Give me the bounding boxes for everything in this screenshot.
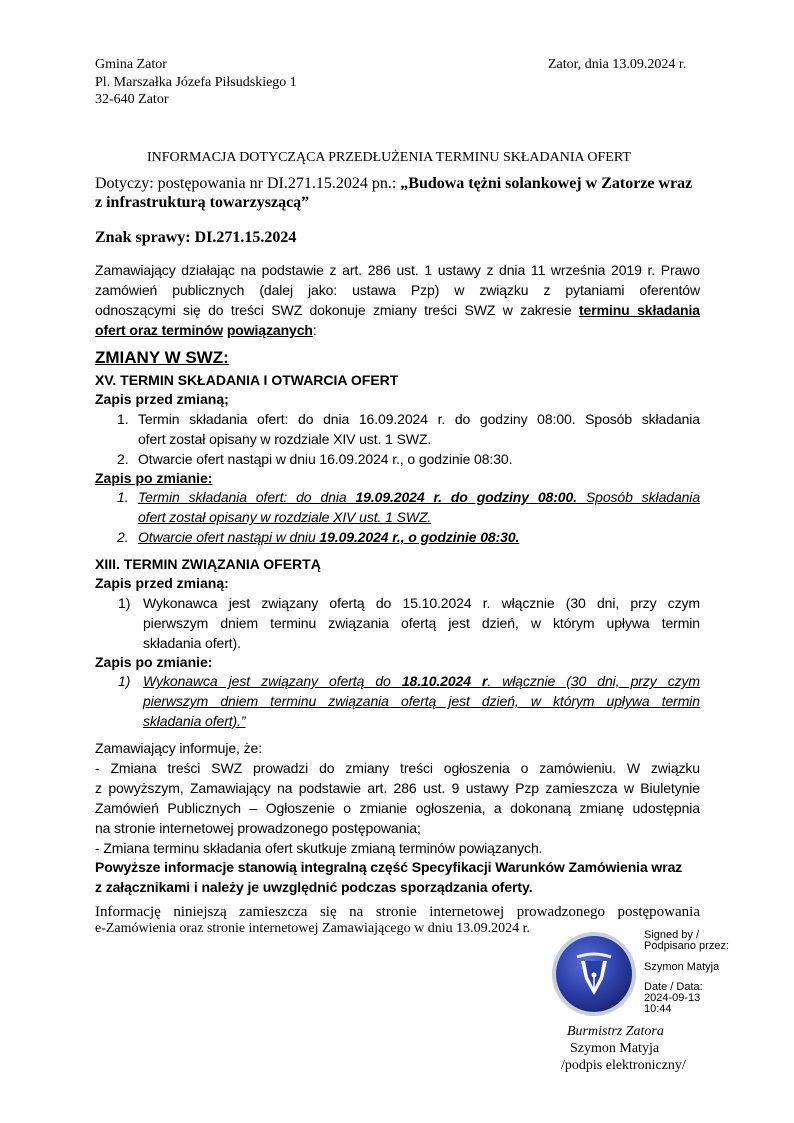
changes-heading: ZMIANY W SWZ: [95,348,229,367]
item-new-date: 19.09.2024 r. do godziny 08:00. [355,489,577,505]
section-2-before-item-line-1: Wykonawca jest związany ofertą do 15.10.2024 r. włącznie (30 dni, przy czym [143,595,700,611]
notice-bold-2: z załącznikami i należy je uwzględnić podczas sporządzania oferty. [95,879,533,895]
section-1-after-item-2 [138,529,519,545]
notice-line-1: - Zmiana treści SWZ prowadzi do zmiany treści ogłoszenia o zamówieniu. W związku [95,760,700,776]
case-number: Znak sprawy: DI.271.15.2024 [95,229,297,246]
item-text: . włącznie (30 dni, przy czym [487,673,700,689]
esig-signed-by: Signed by / [644,929,700,941]
section-2-after-item-line-2: pierwszym dniem terminu związania ofertą jest dzień, w którym upływa termin [143,693,700,709]
publication-line-1: Informację niniejszą zamieszcza się na stronie internetowej prowadzonego postępowania [95,904,700,920]
section-2-after-item-line-3: składania ofert).” [143,713,246,729]
notice-bold-1: Powyższe informacje stanowią integralną część Specyfikacji Warunków Zamówienia wraz [95,859,683,875]
subject-prefix: Dotyczy: postępowania nr DI.271.15.2024 pn.: [95,175,401,192]
section-1-before-item-1: Termin składania ofert: do dnia 16.09.2024 r. do godziny 08:00. Sposób składania [138,411,700,427]
intro-emphasis-2: ofert oraz terminów [95,322,224,338]
item-text: Termin składania ofert: do dnia [138,489,356,505]
esig-date: 2024-09-13 [644,992,701,1004]
intro-line-2: zamówień publicznych (dalej jako: ustawa Pzp) w związku z pytaniami oferentów [95,282,700,298]
notice-line-5: - Zmiana terminu składania ofert skutkuje zmianą terminów powiązanych. [95,840,543,856]
notice-line-2: z powyższym, Zamawiający na podstawie art. 286 ust. 9 ustawy Pzp zamieszcza w Biuletynie [95,780,700,796]
intro-line-4 [95,322,317,338]
list-number: 1. [117,411,129,427]
date-place: Zator, dnia 13.09.2024 r. [548,57,687,72]
notice-line-3: Zamówień Publicznych – Ogłoszenie o zmianie ogłoszenia, a dokonaną zmianę udostępnia [95,800,700,816]
notice-line-4: na stronie internetowej prowadzonego postępowania; [95,820,421,836]
section-1-after-item-1 [138,489,700,505]
publication-line-2: e-Zamówienia oraz stronie internetowej Zamawiającego w dniu 13.09.2024 r. [95,921,531,936]
section-2-after-label: Zapis po zmianie: [95,654,213,670]
signatory-role: Burmistrz Zatora [567,1024,664,1039]
intro-emphasis: terminu składania [578,302,700,318]
section-2-before-item-line-2: pierwszym dniem terminu związania ofertą jest dzień, w którym upływa termin [143,615,700,631]
esig-date-label: Date / Data: [644,981,703,993]
item-text: Wykonawca jest związany ofertą do [143,673,402,689]
list-number: 1) [118,595,131,611]
document-title: INFORMACJA DOTYCZĄCA PRZEDŁUŻENIA TERMINU SKŁADANIA OFERT [147,150,631,165]
sender-postcode: 32-640 Zator [95,92,169,107]
esig-name: Szymon Matyja [644,961,720,973]
section-1-after-label: Zapis po zmianie: [95,470,213,486]
section-1-before-label: Zapis przed zmianą; [95,391,229,407]
section-1-after-item-1-cont: ofert został opisany w rozdziale XIV ust. 1 SWZ. [138,509,432,525]
item-text: Sposób składania [576,489,701,505]
subject-name: „Budowa tężni solankowej w Zatorze wraz [400,175,693,192]
list-number: 1. [117,489,129,505]
intro-line-3 [95,302,700,318]
fountain-pen-nib-icon [551,931,637,1017]
section-1-before-item-1-cont: ofert został opisany w rozdziale XIV ust. 1 SWZ. [138,431,432,447]
intro-line-1: Zamawiający działając na podstawie z art. 286 ust. 1 ustawy z dnia 11 września 2019 r. Prawo [95,262,700,278]
item-new-date: 18.10.2024 r [401,673,488,689]
section-2-after-item-line-1 [143,673,700,689]
section-1-heading: XV. TERMIN SKŁADANIA I OTWARCIA OFERT [95,372,399,388]
signatory-name: Szymon Matyja [570,1041,660,1056]
intro-text: odnoszącymi się do treści SWZ dokonuje zmiany treści SWZ w zakresie [95,302,579,318]
section-1-before-item-2: Otwarcie ofert nastąpi w dniu 16.09.2024 r., o godzinie 08:30. [138,451,513,467]
intro-colon: : [312,322,317,338]
section-2-before-item-line-3: składania ofert). [143,635,241,651]
item-new-date: 19.09.2024 r., o godzinie 08:30. [319,529,520,545]
list-number: 2. [117,451,129,467]
signature-note: /podpis elektroniczny/ [561,1058,686,1073]
sender-name: Gmina Zator [95,57,167,72]
esig-signed-by-pl: Podpisano przez: [644,940,729,952]
list-number: 1) [118,673,131,689]
subject-name-cont: z infrastrukturą towarzyszącą” [95,194,310,211]
section-2-heading: XIII. TERMIN ZWIĄZANIA OFERTĄ [95,556,321,572]
list-number: 2. [117,529,129,545]
sender-address: Pl. Marszałka Józefa Piłsudskiego 1 [95,75,297,90]
item-text: Otwarcie ofert nastąpi w dniu [138,529,320,545]
intro-emphasis-3: powiązanych [226,322,313,338]
notice-lead: Zamawiający informuje, że: [95,740,263,756]
esig-time: 10:44 [644,1003,672,1015]
section-2-before-label: Zapis przed zmianą: [95,575,229,591]
subject-line [95,175,692,193]
